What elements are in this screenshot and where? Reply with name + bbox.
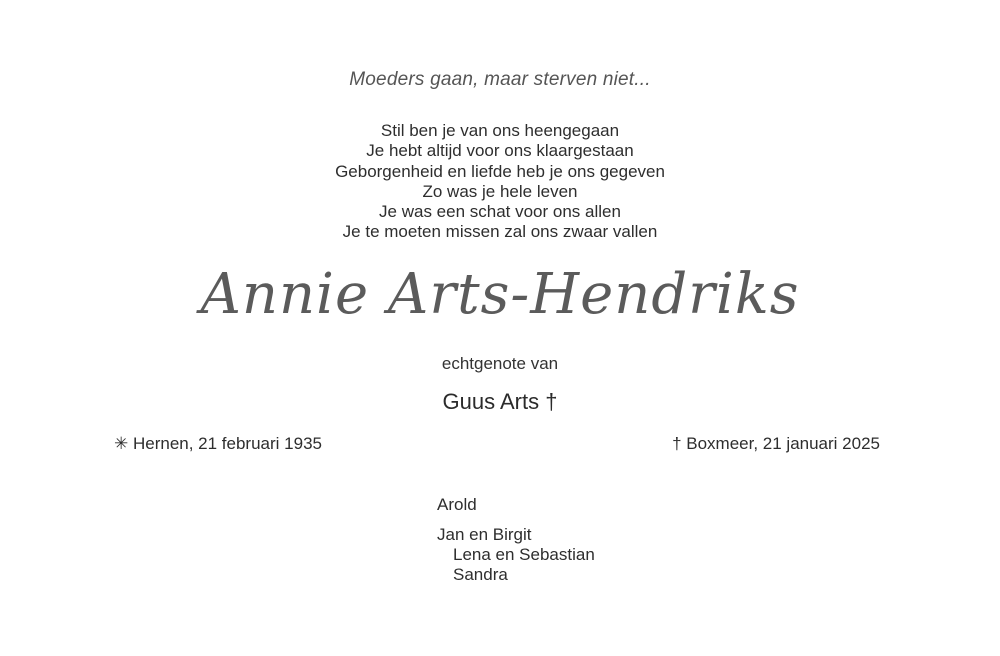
family-member: Lena en Sebastian [453, 545, 595, 564]
family-member: Arold [437, 495, 477, 514]
spacer [437, 515, 595, 525]
deceased-name: Annie Arts-Hendriks [200, 262, 800, 327]
spouse-label: echtgenote van [441, 354, 559, 373]
poem-line: Je was een schat voor ons allen [379, 202, 621, 222]
poem [0, 121, 1000, 243]
spouse-name: Guus Arts † [442, 389, 558, 414]
death-info: † Boxmeer, 21 januari 2025 [672, 434, 880, 453]
poem-line: Je te moeten missen zal ons zwaar vallen [342, 222, 658, 242]
poem-line: Je hebt altijd voor ons klaargestaan [366, 141, 634, 161]
poem-line: Stil ben je van ons heengegaan [380, 121, 620, 140]
birth-info: ✳ Hernen, 21 februari 1935 [114, 434, 322, 453]
poem-line: Geborgenheid en liefde heb je ons gegeven [335, 161, 665, 181]
poem-line: Zo was je hele leven [422, 181, 578, 201]
family-member: Sandra [453, 565, 508, 584]
family-member: Jan en Birgit [437, 525, 532, 544]
motto: Moeders gaan, maar sterven niet... [349, 69, 651, 90]
family-list [437, 495, 595, 585]
